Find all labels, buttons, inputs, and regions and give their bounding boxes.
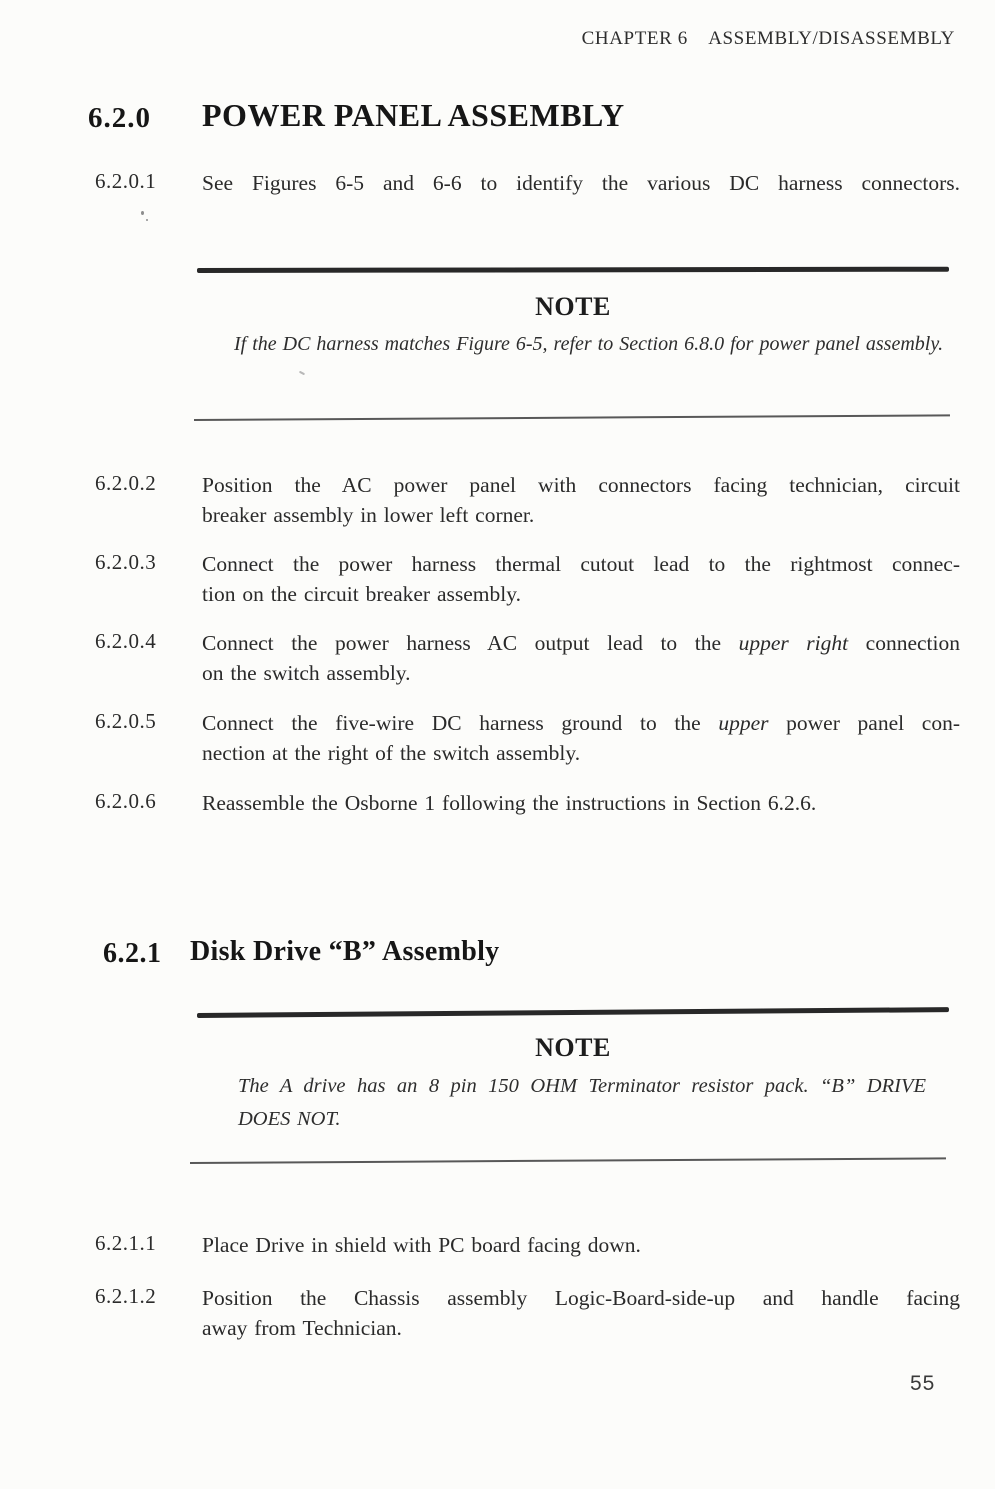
note-text (238, 1070, 926, 1136)
note-bottom-rule (190, 1157, 946, 1164)
scan-speckle (299, 371, 305, 376)
step-number: 6.2.1.2 (95, 1284, 157, 1308)
step-number: 6.2.0.6 (95, 789, 157, 813)
note-text: If the DC harness matches Figure 6-5, refer to Section 6.8.0 for power panel assembly. (234, 333, 944, 355)
step-text (202, 708, 960, 768)
step-text (202, 788, 960, 818)
note-top-rule (197, 1007, 949, 1018)
note-label: NOTE (535, 292, 611, 321)
scan-speckle (141, 211, 144, 215)
note-bottom-rule (194, 414, 950, 421)
step-text (202, 628, 960, 688)
section-number-621: 6.2.1 (103, 938, 162, 969)
step-text (202, 1230, 960, 1260)
step-text-segment: power panel con- (768, 711, 960, 735)
step-text (202, 470, 960, 530)
page-number: 55 (910, 1372, 936, 1395)
step-text-segment: connection (848, 631, 960, 655)
step-text-emphasis: upper right (738, 631, 849, 655)
section-title-disk-drive-b-assembly: Disk Drive “B” Assembly (190, 936, 500, 967)
step-text (202, 168, 960, 198)
step-text-line: away from Technician. (202, 1316, 402, 1340)
step-text-line: Position the AC power panel with connectors facing technician, circuit (202, 473, 960, 497)
step-number: 6.2.0.3 (95, 550, 157, 574)
note-text-line: DOES NOT. (238, 1108, 341, 1130)
step-text-line: Position the Chassis assembly Logic-Board-side-up and handle facing (202, 1286, 960, 1310)
step-text-line: on the switch assembly. (202, 661, 411, 685)
note-text-line: The A drive has an 8 pin 150 OHM Terminator resistor pack. “B” DRIVE (238, 1075, 926, 1097)
step-number: 6.2.0.4 (95, 629, 157, 653)
step-text-line (202, 628, 960, 658)
step-text-line: nection at the right of the switch assembly. (202, 741, 581, 765)
section-title-power-panel-assembly: POWER PANEL ASSEMBLY (202, 97, 625, 133)
section-number-620: 6.2.0 (88, 102, 151, 134)
step-text-segment: Connect the five-wire DC harness ground to the (202, 711, 719, 735)
step-text-line: breaker assembly in lower left corner. (202, 503, 535, 527)
step-text-line: tion on the circuit breaker assembly. (202, 582, 521, 606)
step-number: 6.2.1.1 (95, 1231, 157, 1255)
step-text-line: Connect the power harness thermal cutout lead to the rightmost connec- (202, 552, 960, 576)
scan-speckle (146, 219, 148, 221)
step-text-emphasis: upper (718, 711, 769, 735)
note-label: NOTE (535, 1033, 611, 1062)
step-text-line: See Figures 6-5 and 6-6 to identify the various DC harness connectors. (202, 171, 960, 195)
step-text-line: Place Drive in shield with PC board facing down. (202, 1233, 641, 1257)
step-text (202, 1283, 960, 1343)
step-number: 6.2.0.2 (95, 471, 157, 495)
step-number: 6.2.0.1 (95, 169, 157, 193)
running-header: CHAPTER 6 ASSEMBLY/DISASSEMBLY (581, 28, 955, 49)
step-text-line (202, 708, 960, 738)
step-text (202, 549, 960, 609)
step-number: 6.2.0.5 (95, 709, 157, 733)
note-top-rule (197, 267, 949, 273)
step-text-segment: Connect the power harness AC output lead to the (202, 631, 739, 655)
step-text-line: Reassemble the Osborne 1 following the instructions in Section 6.2.6. (202, 791, 817, 815)
